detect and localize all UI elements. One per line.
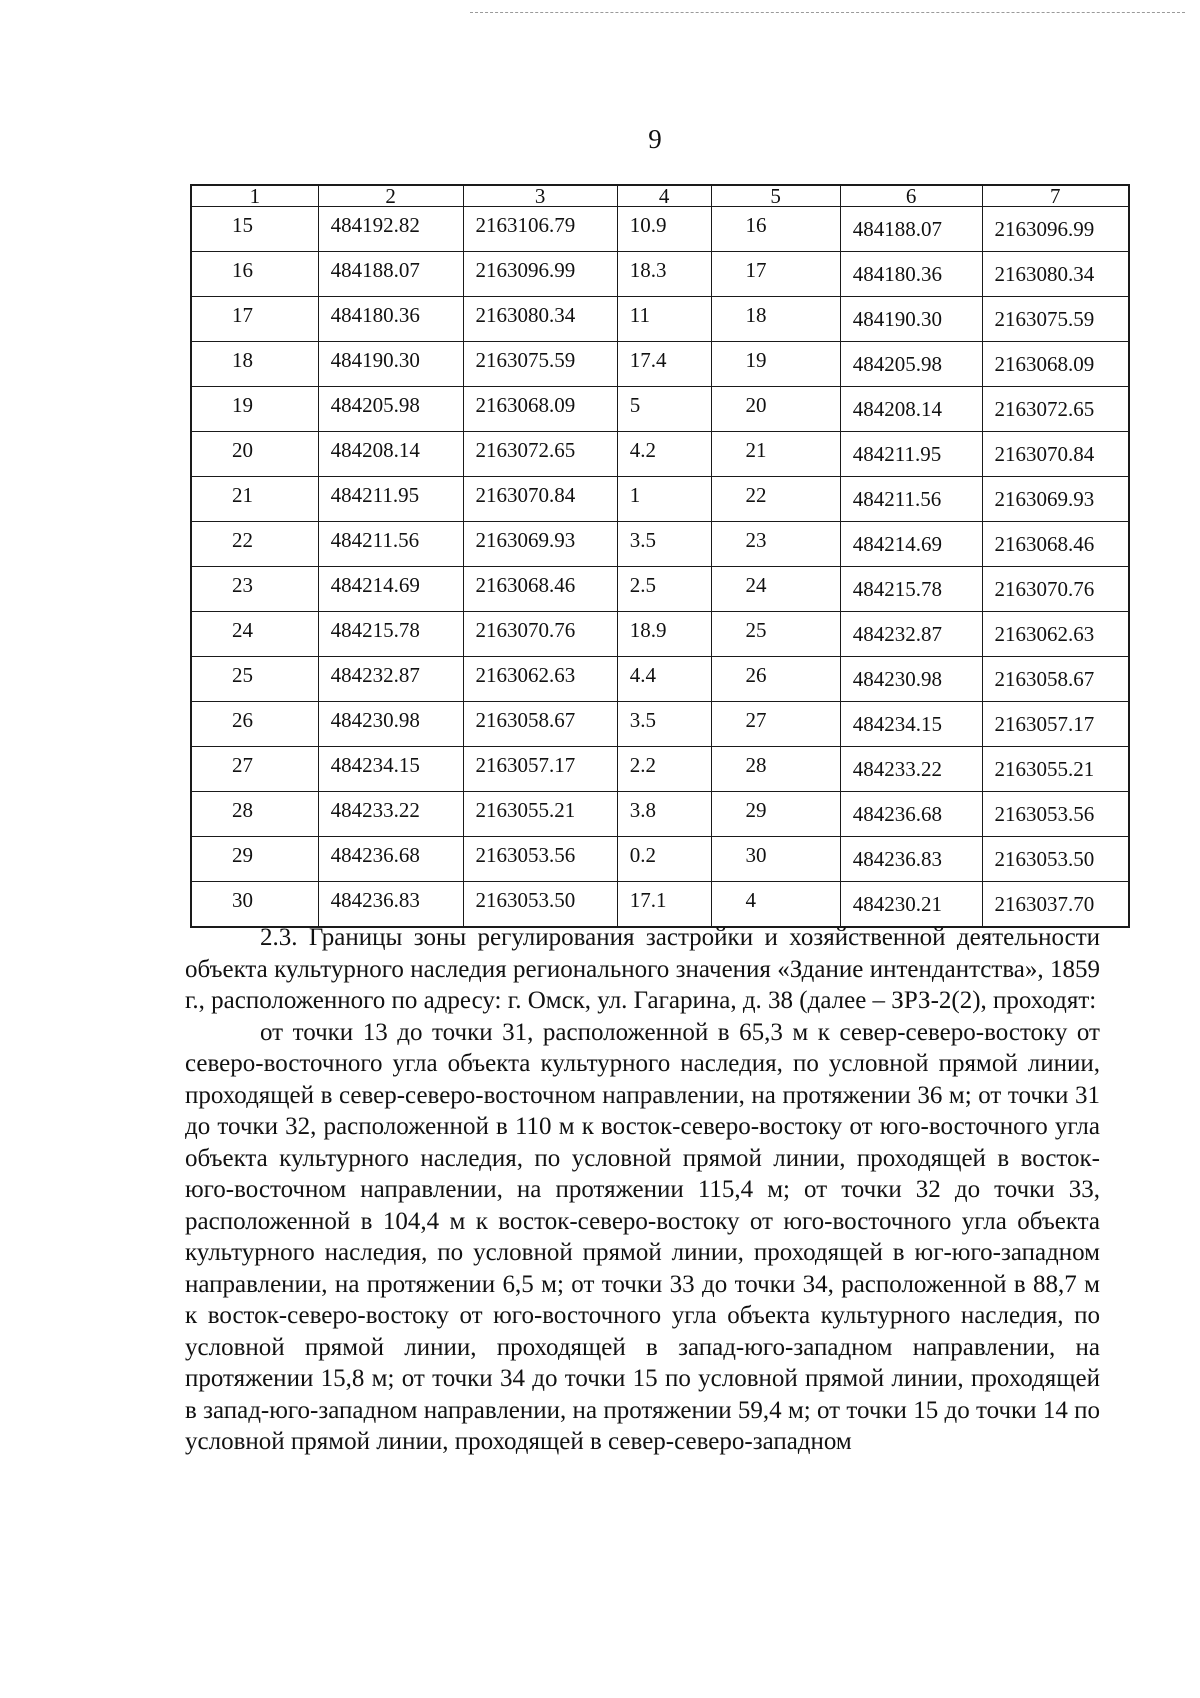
table-cell: 23 [711, 522, 840, 567]
table-cell: 2163075.59 [982, 297, 1129, 342]
table-cell: 484236.83 [840, 837, 982, 882]
column-header: 2 [318, 185, 463, 207]
section-paragraph: 2.3. Границы зоны регулирования застройки и хозяйственной деятельности объекта культурного наследия регионального значения «Здание интендантства», 1859 г., расположенного по адресу: г. Омск, ул. Гагарина, д. 38 (далее – ЗРЗ-2(2), проходят: [185, 924, 1100, 1014]
table-cell: 484214.69 [840, 522, 982, 567]
table-cell: 2163068.09 [463, 387, 617, 432]
table-cell: 484230.98 [318, 702, 463, 747]
table-cell: 23 [191, 567, 318, 612]
table-cell: 29 [711, 792, 840, 837]
table-cell: 16 [711, 207, 840, 252]
table-cell: 18.9 [617, 612, 711, 657]
table-cell: 2163053.50 [463, 882, 617, 928]
table-cell: 28 [191, 792, 318, 837]
table-cell: 17.1 [617, 882, 711, 928]
table-cell: 26 [191, 702, 318, 747]
table-cell: 4 [711, 882, 840, 928]
table-cell: 484211.56 [318, 522, 463, 567]
table-cell: 2163062.63 [463, 657, 617, 702]
page-number: 9 [648, 124, 662, 154]
table-cell: 484236.68 [840, 792, 982, 837]
table-row [191, 657, 1129, 702]
table-row [191, 387, 1129, 432]
table-cell: 2.2 [617, 747, 711, 792]
coordinates-table [190, 184, 1130, 928]
table-row [191, 747, 1129, 792]
table-cell: 2.5 [617, 567, 711, 612]
table-cell: 16 [191, 252, 318, 297]
column-header: 1 [191, 185, 318, 207]
table-cell: 2163075.59 [463, 342, 617, 387]
table-cell: 2163069.93 [463, 522, 617, 567]
table-cell: 1 [617, 477, 711, 522]
table-cell: 484188.07 [840, 207, 982, 252]
table-cell: 20 [191, 432, 318, 477]
table-cell: 27 [711, 702, 840, 747]
table-cell: 484211.56 [840, 477, 982, 522]
table-cell: 484230.21 [840, 882, 982, 928]
table-cell: 2163058.67 [463, 702, 617, 747]
table-cell: 2163070.76 [982, 567, 1129, 612]
table-cell: 19 [711, 342, 840, 387]
column-header: 6 [840, 185, 982, 207]
table-cell: 30 [191, 882, 318, 928]
table-cell: 484180.36 [318, 297, 463, 342]
table-cell: 484233.22 [318, 792, 463, 837]
table-cell: 11 [617, 297, 711, 342]
table-row [191, 342, 1129, 387]
table-cell: 17.4 [617, 342, 711, 387]
table-cell: 2163068.09 [982, 342, 1129, 387]
column-header: 4 [617, 185, 711, 207]
table-cell: 484211.95 [318, 477, 463, 522]
table-cell: 2163068.46 [463, 567, 617, 612]
table-cell: 2163058.67 [982, 657, 1129, 702]
table-cell: 484215.78 [840, 567, 982, 612]
table-cell: 2163055.21 [982, 747, 1129, 792]
table-header-row [191, 185, 1129, 207]
table-cell: 21 [191, 477, 318, 522]
table-row [191, 432, 1129, 477]
document-body [185, 922, 1100, 1458]
table-cell: 484234.15 [318, 747, 463, 792]
table-cell: 484211.95 [840, 432, 982, 477]
table-cell: 24 [711, 567, 840, 612]
table-row [191, 612, 1129, 657]
table-cell: 24 [191, 612, 318, 657]
scan-artifact-line [470, 12, 1185, 13]
table-cell: 484208.14 [318, 432, 463, 477]
table-cell: 2163072.65 [982, 387, 1129, 432]
table-row [191, 297, 1129, 342]
table-cell: 484188.07 [318, 252, 463, 297]
table-row [191, 882, 1129, 928]
table-cell: 18 [191, 342, 318, 387]
table-row [191, 207, 1129, 252]
table-cell: 22 [191, 522, 318, 567]
column-header: 7 [982, 185, 1129, 207]
table-cell: 484190.30 [318, 342, 463, 387]
table-cell: 2163070.84 [463, 477, 617, 522]
table-cell: 3.5 [617, 522, 711, 567]
table-cell: 2163053.56 [463, 837, 617, 882]
table-cell: 2163070.76 [463, 612, 617, 657]
table-cell: 484215.78 [318, 612, 463, 657]
table-cell: 2163069.93 [982, 477, 1129, 522]
table-cell: 2163062.63 [982, 612, 1129, 657]
table-cell: 484190.30 [840, 297, 982, 342]
table-cell: 21 [711, 432, 840, 477]
table-cell: 484192.82 [318, 207, 463, 252]
table-cell: 2163096.99 [463, 252, 617, 297]
table-cell: 2163068.46 [982, 522, 1129, 567]
table-cell: 484232.87 [318, 657, 463, 702]
table-row [191, 702, 1129, 747]
table-row [191, 252, 1129, 297]
table-row [191, 522, 1129, 567]
table-cell: 484205.98 [840, 342, 982, 387]
table-cell: 2163106.79 [463, 207, 617, 252]
table-cell: 25 [711, 612, 840, 657]
table-cell: 2163057.17 [982, 702, 1129, 747]
table-cell: 2163037.70 [982, 882, 1129, 928]
table-cell: 484214.69 [318, 567, 463, 612]
table-cell: 17 [191, 297, 318, 342]
table-cell: 27 [191, 747, 318, 792]
section-paragraph: от точки 13 до точки 31, расположенной в 65,3 м к север-северо-востоку от северо-восточного угла объекта культурного наследия, по условной прямой линии, проходящей в север-северо-восточном направлении, на протяжении 36 м; от точки 31 до точки 32, расположенной в 110 м к восток-северо-востоку от юго-восточного угла объекта культурного наследия, по условной прямой линии, проходящей в восток-юго-восточном направлении, на протяжении 115,4 м; от точки 32 до точки 33, расположенной в 104,4 м к восток-северо-востоку от юго-восточного угла объекта культурного наследия, по условной прямой линии, проходящей в юг-юго-западном направлении, на протяжении 6,5 м; от точки 33 до точки 34, расположенной в 88,7 м к восток-северо-востоку от юго-восточного угла объекта культурного наследия, по условной прямой линии, проходящей в запад-юго-западном направлении, на протяжении 15,8 м; от точки 34 до точки 15 по условной прямой линии, проходящей в запад-юго-западном направлении, на протяжении 59,4 м; от точки 15 до точки 14 по условной прямой линии, проходящей в север-северо-западном [185, 1018, 1100, 1455]
table-cell: 28 [711, 747, 840, 792]
table-cell: 2163053.56 [982, 792, 1129, 837]
table-cell: 484208.14 [840, 387, 982, 432]
table-cell: 484236.68 [318, 837, 463, 882]
table-cell: 29 [191, 837, 318, 882]
table-cell: 18 [711, 297, 840, 342]
table-cell: 2163055.21 [463, 792, 617, 837]
table-cell: 2163070.84 [982, 432, 1129, 477]
table-cell: 5 [617, 387, 711, 432]
table-cell: 484236.83 [318, 882, 463, 928]
table-cell: 22 [711, 477, 840, 522]
table-cell: 2163057.17 [463, 747, 617, 792]
table-cell: 484234.15 [840, 702, 982, 747]
table-cell: 3.5 [617, 702, 711, 747]
table-cell: 3.8 [617, 792, 711, 837]
table-cell: 25 [191, 657, 318, 702]
table-cell: 26 [711, 657, 840, 702]
table-cell: 20 [711, 387, 840, 432]
table-cell: 484232.87 [840, 612, 982, 657]
table-cell: 484230.98 [840, 657, 982, 702]
table-row [191, 837, 1129, 882]
table-cell: 18.3 [617, 252, 711, 297]
table-cell: 0.2 [617, 837, 711, 882]
table-cell: 4.4 [617, 657, 711, 702]
table-cell: 10.9 [617, 207, 711, 252]
table-cell: 30 [711, 837, 840, 882]
table-cell: 484180.36 [840, 252, 982, 297]
column-header: 5 [711, 185, 840, 207]
table-cell: 2163096.99 [982, 207, 1129, 252]
table-cell: 17 [711, 252, 840, 297]
table-cell: 484205.98 [318, 387, 463, 432]
table-cell: 4.2 [617, 432, 711, 477]
table-cell: 2163080.34 [982, 252, 1129, 297]
column-header: 3 [463, 185, 617, 207]
table-cell: 15 [191, 207, 318, 252]
table-row [191, 477, 1129, 522]
table-row [191, 792, 1129, 837]
table-row [191, 567, 1129, 612]
table-cell: 19 [191, 387, 318, 432]
table-cell: 2163053.50 [982, 837, 1129, 882]
table-cell: 484233.22 [840, 747, 982, 792]
table-cell: 2163072.65 [463, 432, 617, 477]
table-cell: 2163080.34 [463, 297, 617, 342]
